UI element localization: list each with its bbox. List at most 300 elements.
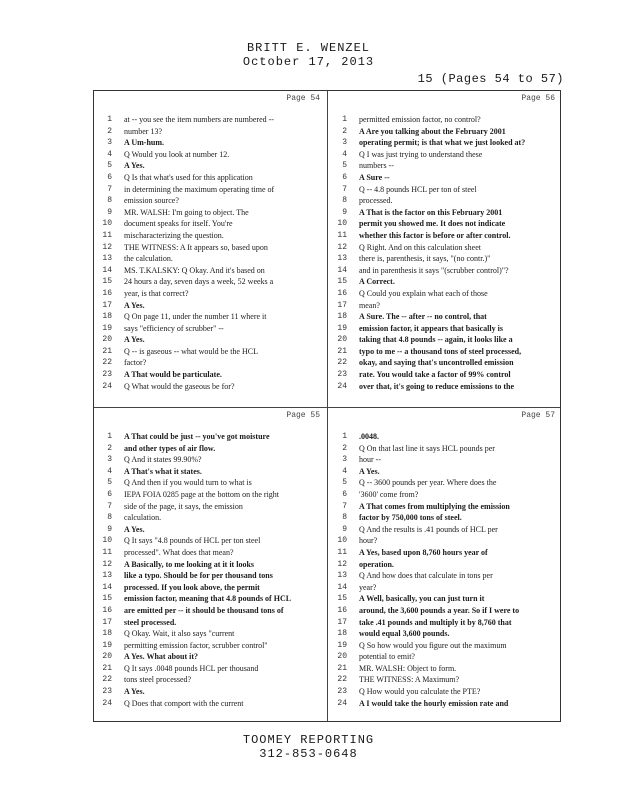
transcript-line — [329, 674, 561, 686]
line-number: 11 — [337, 547, 347, 557]
transcript-line — [329, 663, 561, 675]
transcript-line — [94, 582, 326, 594]
line-number: 2 — [342, 126, 347, 136]
line-text: Q -- 4.8 pounds HCL per ton of steel — [359, 184, 477, 194]
line-text: whether this factor is before or after control. — [359, 230, 511, 240]
line-text: A Yes. — [359, 466, 380, 476]
line-text: '3600' come from? — [359, 489, 419, 499]
transcript-line — [94, 126, 326, 138]
line-text: year? — [359, 582, 377, 592]
transcript-line — [329, 300, 561, 312]
page-label: Page 54 — [286, 94, 320, 103]
line-text: calculation. — [124, 513, 162, 523]
transcript-line — [94, 311, 326, 323]
line-text: tons steel processed? — [124, 675, 192, 685]
line-number: 13 — [337, 254, 347, 264]
transcript-line — [94, 535, 326, 547]
transcript-line — [329, 323, 561, 335]
line-text: emission factor, meaning that 4.8 pounds of HCL — [124, 594, 292, 604]
line-text: Q And the results is .41 pounds of HCL per — [359, 524, 498, 534]
line-number: 11 — [337, 230, 347, 240]
line-number: 19 — [337, 640, 347, 650]
transcript-page-57 — [329, 408, 561, 724]
line-text: Q And then if you would turn to what is — [124, 478, 252, 488]
line-text: permitting emission factor, scrubber control" — [124, 640, 268, 650]
line-text: A Um-hum. — [124, 138, 165, 148]
line-text: typo to me -- a thousand tons of steel processed, — [359, 346, 522, 356]
line-number: 13 — [102, 254, 112, 264]
line-text: Q What would the gaseous be for? — [124, 381, 235, 391]
line-text: THE WITNESS: A Maximum? — [359, 675, 460, 685]
line-text: Q -- 3600 pounds per year. Where does the — [359, 478, 497, 488]
transcript-line — [94, 431, 326, 443]
line-number: 22 — [337, 675, 347, 685]
line-number: 14 — [337, 265, 347, 275]
transcript-line — [329, 126, 561, 138]
line-number: 5 — [342, 478, 347, 488]
transcript-lines — [329, 431, 561, 709]
line-number: 12 — [102, 559, 112, 569]
line-text: MR. WALSH: Object to form. — [359, 663, 457, 673]
line-text: permit you showed me. It does not indicate — [359, 219, 506, 229]
line-number: 4 — [342, 466, 347, 476]
transcript-line — [94, 651, 326, 663]
line-text: processed. If you look above, the permit — [124, 582, 260, 592]
transcript-line — [329, 454, 561, 466]
line-text: A I would take the hourly emission rate and — [359, 698, 509, 708]
transcript-line — [94, 501, 326, 513]
line-number: 15 — [102, 594, 112, 604]
transcript-line — [329, 686, 561, 698]
transcript-sheet — [93, 90, 561, 722]
line-number: 1 — [342, 115, 347, 124]
line-number: 7 — [342, 501, 347, 511]
line-number: 9 — [107, 207, 112, 217]
line-number: 2 — [107, 126, 112, 136]
transcript-line — [329, 443, 561, 455]
line-number: 14 — [102, 582, 112, 592]
line-text: says "efficiency of scrubber" -- — [124, 323, 224, 333]
line-text: processed. — [359, 196, 393, 206]
transcript-line — [94, 593, 326, 605]
line-number: 19 — [102, 323, 112, 333]
transcript-line — [94, 207, 326, 219]
line-number: 13 — [102, 571, 112, 581]
line-number: 3 — [107, 455, 112, 465]
line-text: A Yes. — [124, 335, 145, 345]
line-number: 18 — [337, 629, 347, 639]
transcript-line — [329, 547, 561, 559]
transcript-line — [94, 570, 326, 582]
transcript-line — [329, 253, 561, 265]
transcript-line — [94, 218, 326, 230]
line-text: the calculation. — [124, 254, 173, 264]
line-text: IEPA FOIA 0285 page at the bottom on the right — [124, 489, 280, 499]
line-text: processed". What does that mean? — [124, 547, 234, 557]
line-text: numbers -- — [359, 161, 394, 171]
line-number: 8 — [342, 196, 347, 206]
line-number: 20 — [102, 335, 112, 345]
line-text: in determining the maximum operating time of — [124, 184, 275, 194]
transcript-line — [94, 489, 326, 501]
transcript-line — [94, 357, 326, 369]
transcript-line — [329, 276, 561, 288]
line-number: 6 — [342, 489, 347, 499]
line-number: 24 — [102, 698, 112, 708]
line-number: 23 — [337, 687, 347, 697]
line-text: A Basically, to me looking at it it looks — [124, 559, 255, 569]
line-number: 20 — [337, 335, 347, 345]
line-number: 24 — [337, 698, 347, 708]
transcript-line — [94, 559, 326, 571]
transcript-line — [329, 207, 561, 219]
transcript-line — [329, 431, 561, 443]
line-number: 21 — [337, 663, 347, 673]
line-text: A Yes. — [124, 524, 145, 534]
transcript-line — [94, 242, 326, 254]
transcript-line — [329, 640, 561, 652]
transcript-line — [329, 137, 561, 149]
line-text: A Yes. — [124, 687, 145, 697]
line-number: 17 — [102, 617, 112, 627]
transcript-line — [329, 466, 561, 478]
line-number: 21 — [102, 346, 112, 356]
line-number: 6 — [107, 172, 112, 182]
line-text: A That comes from multiplying the emission — [359, 501, 510, 511]
line-text: Q And how does that calculate in tons per — [359, 571, 493, 581]
line-text: Q Is that what's used for this application — [124, 172, 253, 182]
line-text: around, the 3,600 pounds a year. So if I were to — [359, 605, 520, 615]
transcript-line — [94, 698, 326, 710]
transcript-line — [94, 628, 326, 640]
line-number: 7 — [107, 501, 112, 511]
transcript-line — [329, 288, 561, 300]
line-number: 2 — [107, 443, 112, 453]
transcript-line — [94, 640, 326, 652]
line-number: 16 — [102, 288, 112, 298]
transcript-line — [94, 605, 326, 617]
line-text: Q I was just trying to understand these — [359, 149, 483, 159]
line-text: Q How would you calculate the PTE? — [359, 687, 481, 697]
line-text: Q On that last line it says HCL pounds per — [359, 443, 495, 453]
line-text: steel processed. — [124, 617, 177, 627]
transcript-line — [329, 651, 561, 663]
line-number: 9 — [342, 207, 347, 217]
transcript-line — [94, 149, 326, 161]
transcript-line — [94, 184, 326, 196]
line-number: 18 — [337, 312, 347, 322]
transcript-line — [329, 381, 561, 393]
line-number: 3 — [107, 138, 112, 148]
transcript-line — [329, 524, 561, 536]
line-number: 9 — [107, 524, 112, 534]
line-number: 10 — [102, 536, 112, 546]
line-text: potential to emit? — [359, 652, 415, 662]
line-text: document speaks for itself. You're — [124, 219, 233, 229]
transcript-line — [94, 114, 326, 126]
line-text: A Yes, based upon 8,760 hours year of — [359, 547, 488, 557]
transcript-line — [329, 357, 561, 369]
line-number: 6 — [107, 489, 112, 499]
line-text: THE WITNESS: A It appears so, based upon — [124, 242, 268, 252]
line-text: A Yes. What about it? — [124, 652, 199, 662]
transcript-line — [329, 605, 561, 617]
line-number: 22 — [337, 358, 347, 368]
line-number: 8 — [107, 513, 112, 523]
line-number: 16 — [337, 605, 347, 615]
transcript-line — [94, 369, 326, 381]
line-number: 24 — [102, 381, 112, 391]
transcript-page-55 — [94, 408, 326, 724]
page-label: Page 57 — [521, 411, 555, 420]
transcript-line — [329, 230, 561, 242]
line-number: 15 — [337, 594, 347, 604]
line-number: 10 — [337, 536, 347, 546]
line-number: 18 — [102, 312, 112, 322]
line-text: Q And it states 99.90%? — [124, 455, 202, 465]
line-text: Q So how would you figure out the maximum — [359, 640, 507, 650]
line-text: factor by 750,000 tons of steel. — [359, 513, 462, 523]
transcript-line — [329, 195, 561, 207]
line-number: 10 — [337, 219, 347, 229]
transcript-line — [94, 617, 326, 629]
transcript-line — [94, 253, 326, 265]
line-text: factor? — [124, 358, 147, 368]
transcript-lines — [329, 114, 561, 392]
line-text: A Are you talking about the February 2001 — [359, 126, 506, 136]
line-number: 12 — [337, 559, 347, 569]
line-number: 23 — [102, 370, 112, 380]
line-number: 15 — [337, 277, 347, 287]
line-text: number 13? — [124, 126, 162, 136]
line-number: 10 — [102, 219, 112, 229]
line-number: 24 — [337, 381, 347, 391]
line-number: 8 — [107, 196, 112, 206]
line-text: operation. — [359, 559, 394, 569]
line-text: over that, it's going to reduce emissions to the — [359, 381, 515, 391]
line-number: 14 — [337, 582, 347, 592]
line-number: 9 — [342, 524, 347, 534]
transcript-line — [94, 381, 326, 393]
transcript-line — [329, 559, 561, 571]
transcript-line — [94, 524, 326, 536]
reporter-phone: 312-853-0648 — [259, 747, 358, 761]
line-number: 17 — [337, 300, 347, 310]
transcript-line — [94, 466, 326, 478]
line-number: 11 — [102, 547, 112, 557]
line-text: like a typo. Should be for per thousand tons — [124, 571, 273, 581]
line-text: Q On page 11, under the number 11 where it — [124, 312, 267, 322]
line-text: permitted emission factor, no control? — [359, 115, 481, 124]
line-number: 6 — [342, 172, 347, 182]
line-text: A Sure -- — [359, 172, 390, 182]
line-text: Q Would you look at number 12. — [124, 149, 230, 159]
line-number: 12 — [102, 242, 112, 252]
line-text: okay, and saying that's uncontrolled emission — [359, 358, 514, 368]
line-number: 22 — [102, 675, 112, 685]
line-number: 23 — [102, 687, 112, 697]
line-number: 22 — [102, 358, 112, 368]
line-text: Q Okay. Wait, it also says "current — [124, 629, 235, 639]
transcript-line — [329, 617, 561, 629]
line-text: and other types of air flow. — [124, 443, 216, 453]
line-text: take .41 pounds and multiply it by 8,760 that — [359, 617, 512, 627]
line-text: A That would be particulate. — [124, 370, 222, 380]
line-text: Q It says "4.8 pounds of HCL per ton steel — [124, 536, 261, 546]
line-number: 12 — [337, 242, 347, 252]
transcript-line — [94, 288, 326, 300]
line-number: 3 — [342, 455, 347, 465]
line-number: 4 — [342, 149, 347, 159]
line-number: 20 — [102, 652, 112, 662]
line-number: 18 — [102, 629, 112, 639]
reporter-name: TOOMEY REPORTING — [242, 733, 375, 747]
transcript-line — [329, 628, 561, 640]
line-text: MS. T.KALSKY: Q Okay. And it's based on — [124, 265, 265, 275]
line-number: 19 — [337, 323, 347, 333]
line-number: 1 — [107, 432, 112, 441]
line-text: hour -- — [359, 455, 381, 465]
page-label: Page 56 — [521, 94, 555, 103]
line-text: emission factor, it appears that basically is — [359, 323, 503, 333]
transcript-line — [94, 230, 326, 242]
line-number: 1 — [342, 432, 347, 441]
line-number: 14 — [102, 265, 112, 275]
line-text: 24 hours a day, seven days a week, 52 weeks a — [124, 277, 274, 287]
line-text: mischaracterizing the question. — [124, 230, 224, 240]
transcript-line — [329, 346, 561, 358]
transcript-line — [94, 323, 326, 335]
page-label: Page 55 — [286, 411, 320, 420]
line-number: 2 — [342, 443, 347, 453]
transcript-line — [329, 570, 561, 582]
line-text: Q It says .0048 pounds HCL per thousand — [124, 663, 259, 673]
transcript-line — [94, 346, 326, 358]
line-text: taking that 4.8 pounds -- again, it looks like a — [359, 335, 513, 345]
line-text: A Yes. — [124, 300, 145, 310]
transcript-line — [94, 547, 326, 559]
transcript-line — [329, 311, 561, 323]
line-number: 23 — [337, 370, 347, 380]
line-text: MR. WALSH: I'm going to object. The — [124, 207, 249, 217]
transcript-page-54 — [94, 91, 326, 407]
line-text: are emitted per -- it should be thousand tons of — [124, 605, 284, 615]
line-number: 17 — [337, 617, 347, 627]
line-number: 5 — [107, 478, 112, 488]
transcript-line — [94, 265, 326, 277]
line-text: A Sure. The -- after -- no control, that — [359, 312, 487, 322]
line-text: A Well, basically, you can just turn it — [359, 594, 485, 604]
line-number: 16 — [102, 605, 112, 615]
transcript-line — [329, 593, 561, 605]
transcript-line — [329, 535, 561, 547]
transcript-line — [329, 334, 561, 346]
transcript-line — [94, 686, 326, 698]
line-text: A Yes. — [124, 161, 145, 171]
transcript-line — [329, 184, 561, 196]
line-text: operating permit; is that what we just looked at? — [359, 138, 526, 148]
line-text: .0048. — [359, 432, 379, 441]
line-number: 19 — [102, 640, 112, 650]
transcript-line — [94, 195, 326, 207]
deposition-date: October 17, 2013 — [242, 55, 375, 69]
transcript-line — [94, 276, 326, 288]
transcript-line — [94, 172, 326, 184]
transcript-line — [329, 698, 561, 710]
line-number: 13 — [337, 571, 347, 581]
line-number: 21 — [102, 663, 112, 673]
line-number: 7 — [342, 184, 347, 194]
transcript-line — [329, 265, 561, 277]
line-number: 1 — [107, 115, 112, 124]
line-text: there is, parenthesis, it says, "(no contr.)" — [359, 254, 491, 264]
line-number: 16 — [337, 288, 347, 298]
line-text: at -- you see the item numbers are numbered -- — [124, 115, 274, 124]
line-text: and in parenthesis it says "(scrubber control)"? — [359, 265, 509, 275]
witness-name: BRITT E. WENZEL — [246, 41, 371, 55]
line-number: 11 — [102, 230, 112, 240]
transcript-lines — [94, 431, 326, 709]
line-number: 17 — [102, 300, 112, 310]
transcript-line — [329, 477, 561, 489]
line-text: A That is the factor on this February 2001 — [359, 207, 503, 217]
transcript-line — [94, 477, 326, 489]
transcript-line — [329, 512, 561, 524]
transcript-line — [94, 334, 326, 346]
transcript-line — [94, 300, 326, 312]
page-range: 15 (Pages 54 to 57) — [417, 72, 564, 86]
transcript-line — [329, 242, 561, 254]
line-text: Q -- is gaseous -- what would be the HCL — [124, 346, 258, 356]
line-text: A That could be just -- you've got moisture — [124, 432, 270, 441]
transcript-line — [329, 489, 561, 501]
transcript-line — [94, 674, 326, 686]
transcript-line — [94, 454, 326, 466]
line-text: side of the page, it says, the emission — [124, 501, 243, 511]
line-number: 8 — [342, 513, 347, 523]
transcript-line — [329, 160, 561, 172]
transcript-page-56 — [329, 91, 561, 407]
line-number: 5 — [342, 161, 347, 171]
transcript-line — [329, 114, 561, 126]
transcript-line — [94, 512, 326, 524]
line-text: mean? — [359, 300, 380, 310]
transcript-line — [94, 160, 326, 172]
line-text: hour? — [359, 536, 378, 546]
transcript-line — [329, 149, 561, 161]
transcript-line — [329, 582, 561, 594]
line-text: emission source? — [124, 196, 179, 206]
transcript-line — [329, 172, 561, 184]
line-number: 20 — [337, 652, 347, 662]
transcript-line — [94, 663, 326, 675]
line-number: 21 — [337, 346, 347, 356]
transcript-line — [329, 501, 561, 513]
line-number: 4 — [107, 149, 112, 159]
line-number: 4 — [107, 466, 112, 476]
transcript-line — [94, 443, 326, 455]
line-text: Q Could you explain what each of those — [359, 288, 488, 298]
line-number: 15 — [102, 277, 112, 287]
line-text: Q Does that comport with the current — [124, 698, 244, 708]
line-number: 5 — [107, 161, 112, 171]
transcript-line — [329, 218, 561, 230]
line-number: 3 — [342, 138, 347, 148]
line-number: 7 — [107, 184, 112, 194]
line-text: year, is that correct? — [124, 288, 189, 298]
line-text: Q Right. And on this calculation sheet — [359, 242, 481, 252]
line-text: would equal 3,600 pounds. — [359, 629, 450, 639]
